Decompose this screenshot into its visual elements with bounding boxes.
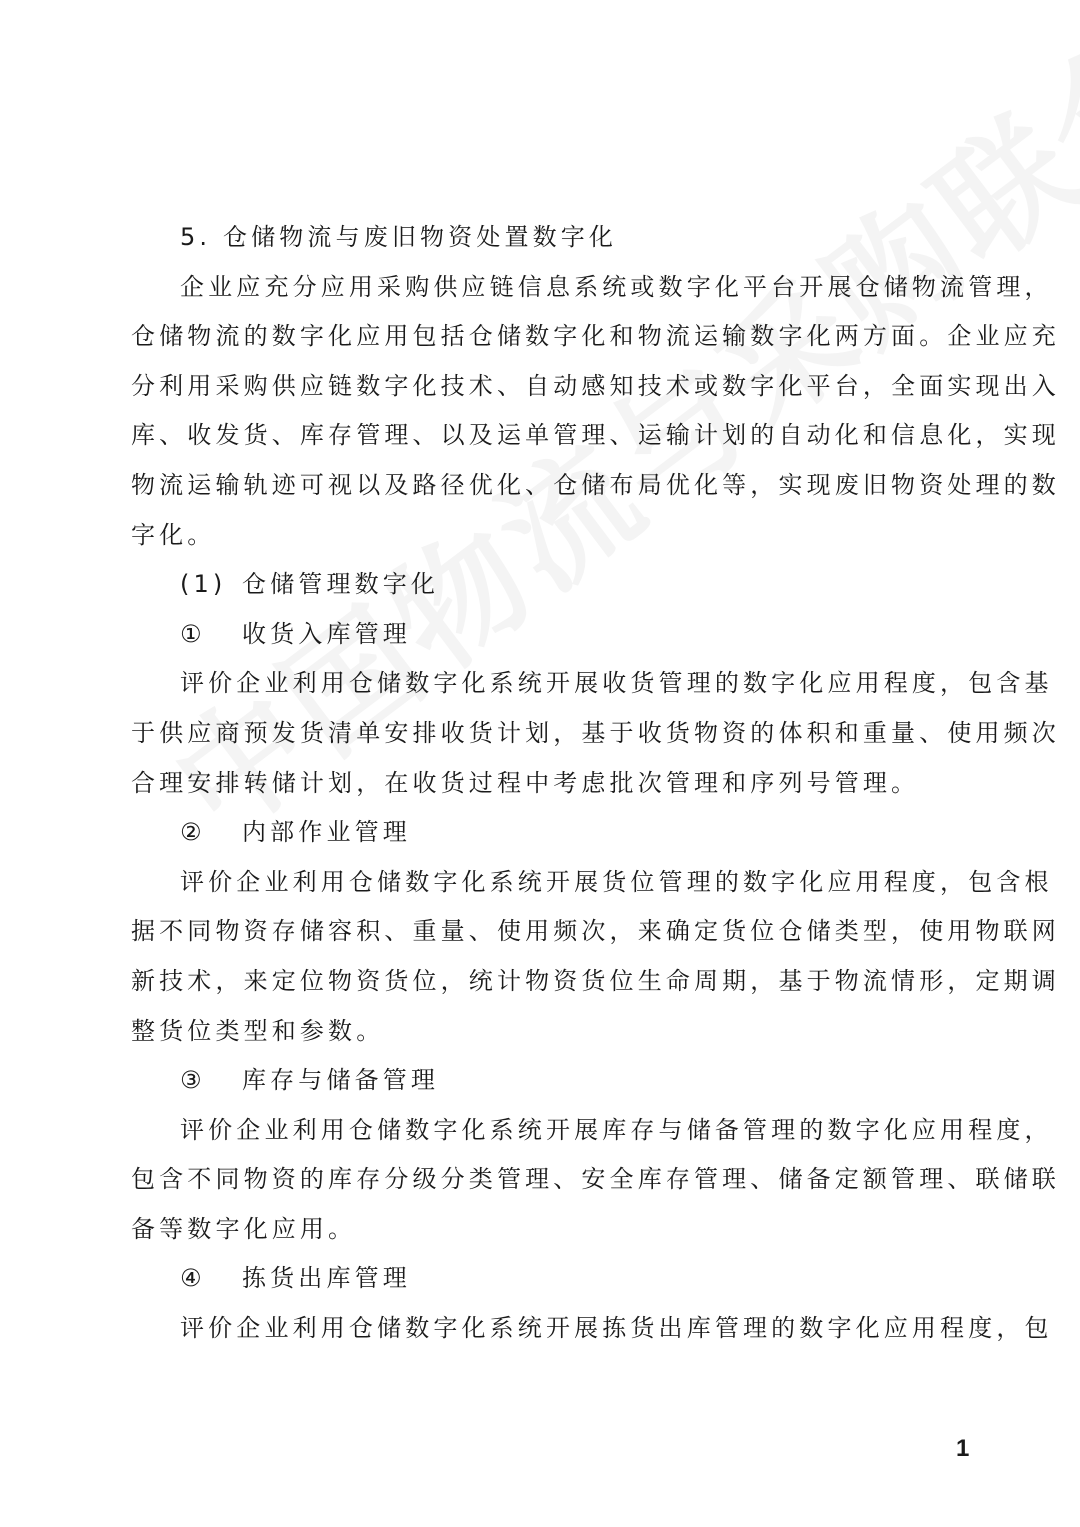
page-number: 1 [956, 1435, 970, 1462]
document-body [131, 213, 1060, 1354]
intro-paragraph [131, 263, 1060, 561]
item-heading [131, 808, 981, 858]
item-heading [131, 1254, 981, 1304]
paragraph-line: 于供应商预发货清单安排收货计划，基于收货物资的体积和重量、使用频次 [131, 718, 1060, 747]
paragraph-line: 合理安排转储计划，在收货过程中考虑批次管理和序列号管理。 [131, 768, 920, 797]
item-heading [131, 610, 981, 660]
item-title: 收货入库管理 [242, 619, 411, 648]
paragraph-line: 物流运输轨迹可视以及路径优化、仓储布局优化等，实现废旧物资处理的数 [131, 470, 1060, 499]
subsection-label: (1) [180, 570, 227, 599]
paragraph-line: 据不同物资存储容积、重量、使用频次，来确定货位仓储类型，使用物联网 [131, 917, 1060, 946]
circled-number-marker: ④ [180, 1264, 206, 1293]
item-title: 拣货出库管理 [242, 1264, 411, 1293]
paragraph-line: 评价企业利用仓储数字化系统开展库存与储备管理的数字化应用程度， [180, 1115, 1053, 1144]
paragraph-line: 评价企业利用仓储数字化系统开展货位管理的数字化应用程度，包含根 [180, 867, 1053, 896]
item-heading [131, 1056, 981, 1106]
paragraph-line: 字化。 [131, 520, 216, 549]
paragraph-line: 备等数字化应用。 [131, 1214, 357, 1243]
circled-number-marker: ② [180, 818, 206, 847]
paragraph-line: 评价企业利用仓储数字化系统开展收货管理的数字化应用程度，包含基 [180, 669, 1053, 698]
circled-number-marker: ① [180, 619, 206, 648]
paragraph-line: 企业应充分应用采购供应链信息系统或数字化平台开展仓储物流管理， [180, 272, 1053, 301]
item-title: 库存与储备管理 [242, 1066, 440, 1095]
paragraph-line: 仓储物流的数字化应用包括仓储数字化和物流运输数字化两方面。企业应充 [131, 322, 1060, 351]
paragraph-line: 整货位类型和参数。 [131, 1016, 385, 1045]
item-title: 内部作业管理 [242, 818, 411, 847]
subsection-heading [131, 560, 981, 610]
paragraph-line: 新技术，来定位物资货位，统计物资货位生命周期，基于物流情形，定期调 [131, 966, 1060, 995]
subsection-title: 仓储管理数字化 [242, 570, 440, 599]
circled-number-marker: ③ [180, 1066, 206, 1095]
paragraph-line: 库、收发货、库存管理、以及运单管理、运输计划的自动化和信息化，实现 [131, 421, 1060, 450]
paragraph-line: 分利用采购供应链数字化技术、自动感知技术或数字化平台，全面实现出入 [131, 371, 1060, 400]
section-heading: 5. 仓储物流与废旧物资处置数字化 [180, 223, 618, 251]
paragraph-line: 评价企业利用仓储数字化系统开展拣货出库管理的数字化应用程度，包 [180, 1314, 1053, 1343]
paragraph-line: 包含不同物资的库存分级分类管理、安全库存管理、储备定额管理、联储联 [131, 1165, 1060, 1194]
